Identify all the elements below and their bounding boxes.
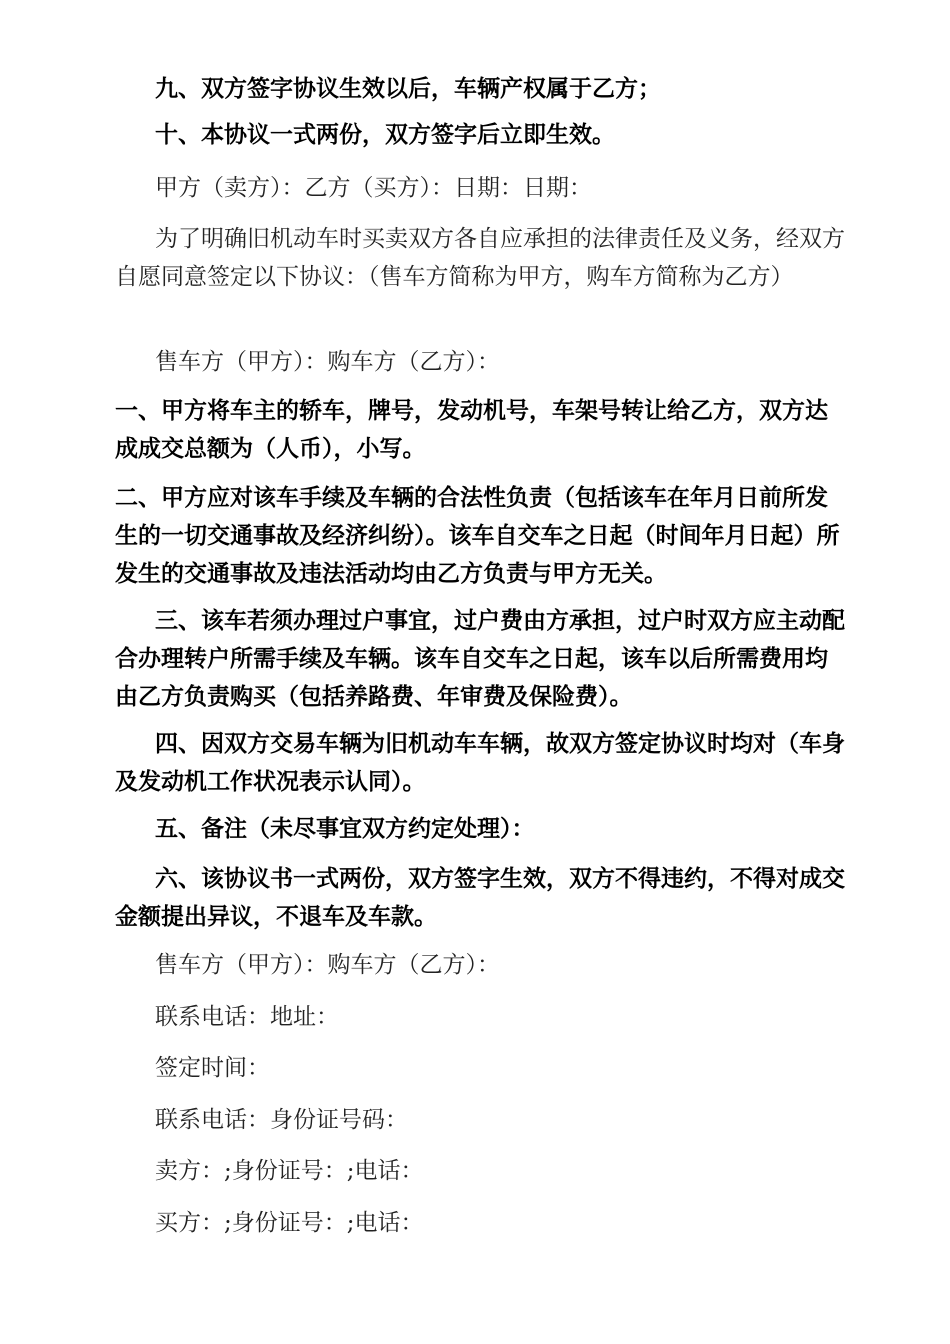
seller-buyer-line: 售车方（甲方）：购车方（乙方）： xyxy=(155,349,500,375)
preamble: 为了明确旧机动车时买卖双方各自应承担的法律责任及义务，经双方自愿同意签定以下协议：（售车方简称为甲方，购车方简称为乙方） xyxy=(115,226,845,290)
clause-1: 一、甲方将车主的轿车，牌号，发动机号，车架号转让给乙方，双方达成成交总额为（人币），小写。 xyxy=(115,397,828,462)
signing-time: 签定时间： xyxy=(155,1055,270,1081)
buyer-info: 买方：;身份证号：;电话： xyxy=(155,1210,424,1236)
seller-buyer-signature: 售车方（甲方）：购车方（乙方）： xyxy=(155,952,500,978)
clause-4: 四、因双方交易车辆为旧机动车车辆，故双方签定协议时均对（车身及发动机工作状况表示认同）。 xyxy=(115,730,845,795)
contact-id: 联系电话：身份证号码： xyxy=(155,1107,408,1133)
clause-3: 三、该车若须办理过户事宜，过户费由方承担，过户时双方应主动配合办理转户所需手续及车辆。该车自交车之日起，该车以后所需费用均由乙方负责购买（包括养路费、年审费及保险费）。 xyxy=(115,607,845,710)
clause-10: 十、本协议一式两份，双方签字后立即生效。 xyxy=(155,121,615,148)
clause-2: 二、甲方应对该车手续及车辆的合法性负责（包括该车在年月日前所发生的一切交通事故及经济纠纷）。该车自交车之日起（时间年月日起）所发生的交通事故及违法活动均由乙方负责与甲方无关。 xyxy=(115,484,840,587)
clause-5: 五、备注（未尽事宜双方约定处理）： xyxy=(155,815,535,842)
signature-line-parties: 甲方（卖方）：乙方（买方）：日期：日期： xyxy=(155,175,592,201)
clause-6: 六、该协议书一式两份，双方签字生效，双方不得违约，不得对成交金额提出异议，不退车及车款。 xyxy=(115,865,845,930)
seller-info: 卖方：;身份证号：;电话： xyxy=(155,1158,424,1184)
clause-9: 九、双方签字协议生效以后，车辆产权属于乙方； xyxy=(155,75,661,102)
contact-address: 联系电话：地址： xyxy=(155,1004,339,1030)
